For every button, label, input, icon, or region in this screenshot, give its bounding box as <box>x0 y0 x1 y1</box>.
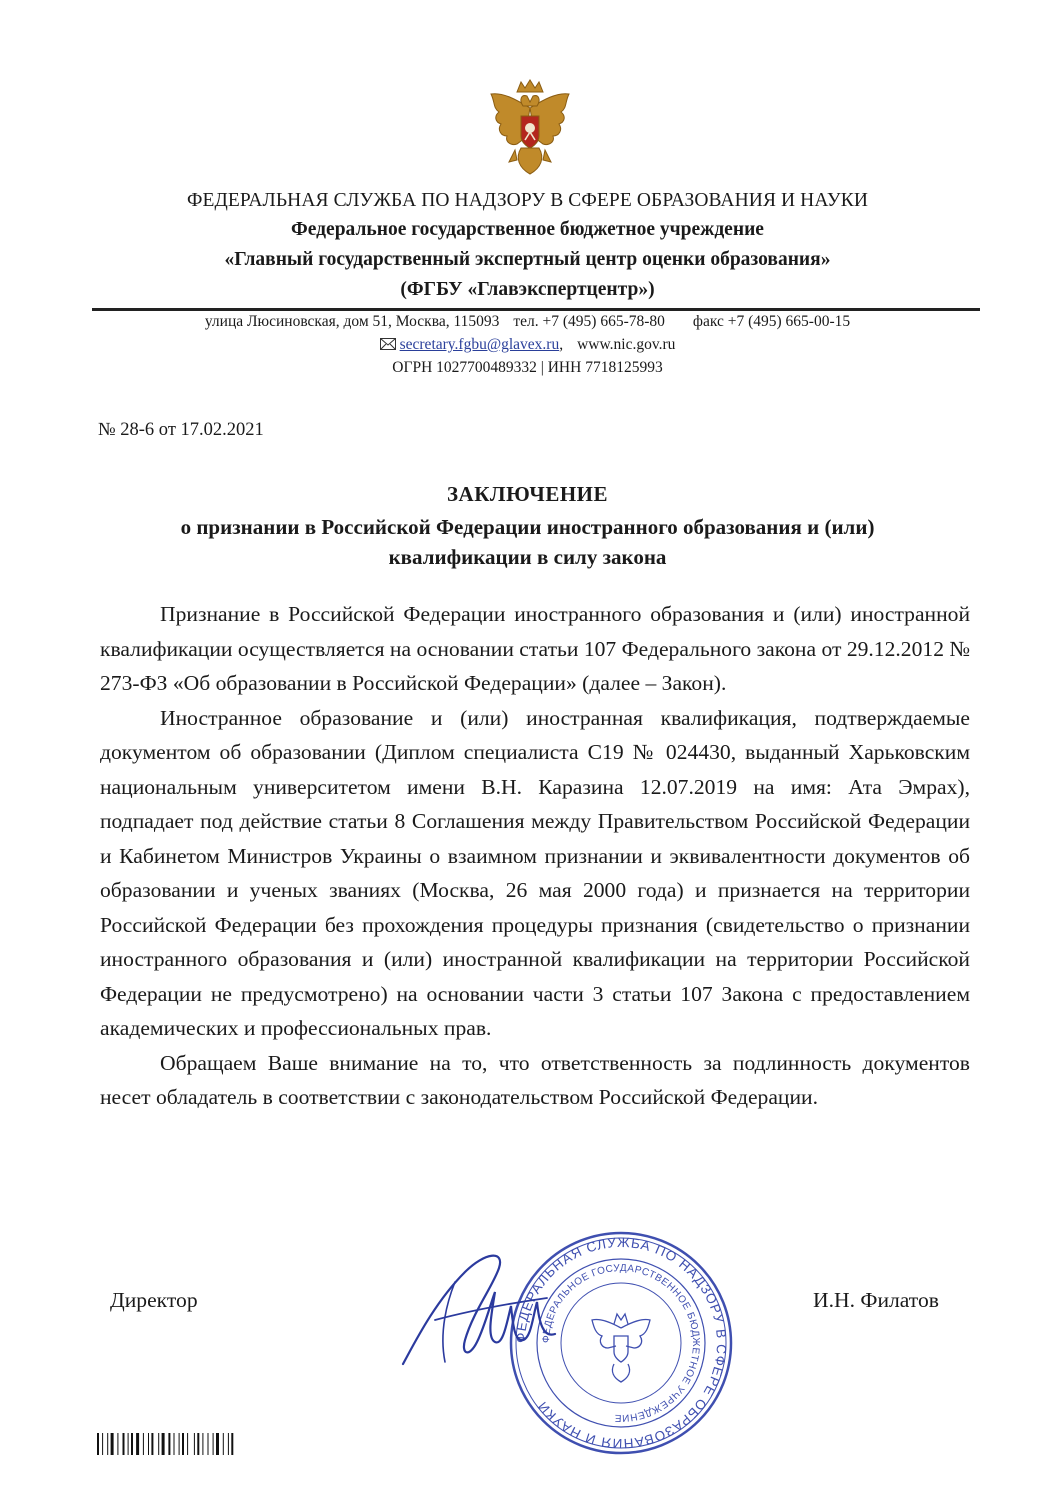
body-paragraph: Обращаем Ваше внимание на то, что ответственность за подлинность документов несет обладатель в соответствии с законодательством Российской Федерации. <box>100 1050 970 1109</box>
seal-outer-text: ФЕДЕРАЛЬНАЯ СЛУЖБА ПО НАДЗОРУ В СФЕРЕ ОБРАЗОВАНИЯ И НАУКИ <box>512 1234 730 1452</box>
barcode-bar <box>111 1433 114 1455</box>
organization-type: Федеральное государственное бюджетное учреждение <box>291 219 764 240</box>
barcode-bar <box>197 1433 199 1455</box>
mail-icon <box>380 338 396 350</box>
barcode-bar <box>208 1433 209 1455</box>
body-paragraph: Иностранное образование и (или) иностранная квалификация, подтверждаемые документом об образовании (Диплом специалиста С19 № 024430, выданный Харьковским национальным университетом имени В.Н. Каразина 12.07.2019 на имя: Ата Эмрах), подпадает под действие статьи 8 Соглашения между Правительством Российской Федерации и Кабинетом Министров Украины о взаимном признании и эквивалентности документов об образовании и ученых званиях (Москва, 26 мая 2000 года) и признается на территории Российской Федерации без прохождения процедуры признания (свидетельство о признании иностранного образования и (или) иностранной квалификации на территории Российской Федерации не предусмотрено) на основании части 3 статьи 107 Закона с предоставлением академических и профессиональных прав. <box>100 705 970 1040</box>
barcode-bar <box>107 1433 108 1455</box>
document-body <box>100 597 970 1115</box>
website-link[interactable]: www.nic.gov.ru <box>577 336 676 353</box>
barcode-bar <box>162 1433 165 1455</box>
contact-line <box>0 313 1055 331</box>
document-barcode <box>97 1433 282 1455</box>
barcode-bar <box>187 1433 188 1455</box>
barcode-bar <box>174 1433 175 1455</box>
signatory-name: И.Н. Филатов <box>813 1288 939 1312</box>
barcode-bar <box>231 1433 233 1455</box>
seal-eagle-icon <box>592 1314 650 1382</box>
barcode-bar <box>128 1433 129 1455</box>
document-subtitle-line-1: о признании в Российской Федерации иностранного образования и (или) <box>180 515 875 539</box>
barcode-bar <box>136 1433 139 1455</box>
body-paragraph: Признание в Российской Федерации иностранного образования и (или) иностранной квалификации осуществляется на основании статьи 107 Федерального закона от 29.12.2012 № 273-ФЗ «Об образовании в Российской Федерации» (далее – Закон). <box>100 602 970 695</box>
barcode-bar <box>223 1433 224 1455</box>
barcode-bar <box>131 1433 133 1455</box>
barcode-bar <box>179 1433 180 1455</box>
barcode-bar <box>102 1433 103 1455</box>
barcode-bar <box>182 1433 184 1455</box>
barcode-bar <box>202 1433 203 1455</box>
phone: тел. +7 (495) 665-78-80 <box>513 313 665 330</box>
barcode-bar <box>123 1433 125 1455</box>
barcode-bar <box>228 1433 229 1455</box>
email-separator: , <box>559 336 564 353</box>
organization-name: «Главный государственный экспертный центр оценки образования» <box>224 249 831 270</box>
online-contact-line <box>0 336 1055 354</box>
barcode-bar <box>143 1433 144 1455</box>
email-link[interactable]: secretary.fgbu@glavex.ru <box>399 336 560 353</box>
registration-numbers: ОГРН 1027700489332 | ИНН 7718125993 <box>392 359 663 376</box>
barcode-bar <box>148 1433 149 1455</box>
address: улица Люсиновская, дом 51, Москва, 115093 <box>204 313 500 330</box>
barcode-bar <box>117 1433 118 1455</box>
barcode-bar <box>168 1433 170 1455</box>
agency-name: ФЕДЕРАЛЬНАЯ СЛУЖБА ПО НАДЗОРУ В СФЕРЕ ОБРАЗОВАНИЯ И НАУКИ <box>186 190 869 211</box>
signatory-position: Директор <box>110 1288 198 1312</box>
coat-of-arms-icon <box>485 78 575 178</box>
document-title: ЗАКЛЮЧЕНИЕ <box>446 482 609 506</box>
barcode-bar <box>213 1433 214 1455</box>
barcode-bar <box>158 1433 159 1455</box>
barcode-bar <box>216 1433 219 1455</box>
barcode-bar <box>194 1433 195 1455</box>
director-signature <box>395 1242 565 1382</box>
document-number-date: № 28-6 от 17.02.2021 <box>98 420 264 440</box>
organization-short-name: (ФГБУ «Главэкспертцентр») <box>400 279 655 300</box>
fax: факс +7 (495) 665-00-15 <box>692 313 851 330</box>
header-divider <box>92 308 980 311</box>
seal-inner-text: ФЕДЕРАЛЬНОЕ ГОСУДАРСТВЕННОЕ БЮДЖЕТНОЕ УЧРЕЖДЕНИЕ <box>540 1262 702 1424</box>
barcode-bar <box>97 1433 99 1455</box>
barcode-bar <box>151 1433 153 1455</box>
document-subtitle-line-2: квалификации в силу закона <box>388 545 667 569</box>
